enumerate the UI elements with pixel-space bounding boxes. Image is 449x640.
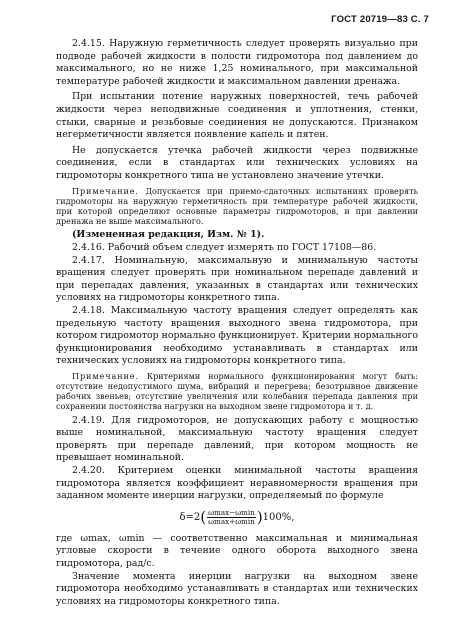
paragraph-sweating: При испытании потение наружных поверхностей, течь рабочей жидкости через неподвижные соединения и уплотнения, стенки, стыки, сварные и резьбовые соединения не допускаются. Признаком негерметичности является появление капель и пятен. <box>56 91 418 141</box>
amendment-note: (Измененная редакция, Изм. № 1). <box>72 229 265 241</box>
paragraph-2-4-20: 2.4.20. Критерием оценки минимальной частоты вращения гидромотора является коэффициент неравномерности вращения при заданном моменте инерции нагрузки, определяемый по формуле <box>56 465 418 502</box>
formula-delta <box>56 503 418 533</box>
note-1-lead: Примечание. <box>72 185 139 196</box>
formula-suffix: 100%, <box>262 511 295 523</box>
formula-close-paren: ) <box>256 508 263 527</box>
paragraph-2-4-18: 2.4.18. Максимальную частоту вращения следует определять как предельную частоту вращения выходного звена гидромотора, при котором гидромотор нормально функционирует. Критерии нормального функционирования необходимо устанавливать в стандартах или технических условиях на гидромоторы конкретного типа. <box>56 304 418 367</box>
paragraph-inertia: Значение момента инерции нагрузки на выходном звене гидромотора необходимо устанавливать в стандартах или технических условиях на гидромоторы конкретного типа. <box>56 570 418 607</box>
formula-denominator: ωmax+ωmin <box>208 517 255 527</box>
paragraph-where: где ωmax, ωmin — соответственно максимальная и минимальная угловые скорости в течение одного оборота выходного звена гидромотора, рад/с. <box>56 532 418 570</box>
page-header: ГОСТ 20719—83 С. 7 <box>331 14 429 25</box>
note-2-lead: Примечание. <box>72 370 139 381</box>
formula-open-paren: ( <box>200 508 207 527</box>
paragraph-2-4-17: 2.4.17. Номинальную, максимальную и минимальную частоты вращения следует проверять при номинальном перепаде давлений и при перепадах давления, указанных в стандартах или технических условиях на гидромоторы конкретного типа. <box>56 254 418 304</box>
paragraph-2-4-19: 2.4.19. Для гидромоторов, не допускающих работу с мощностью выше номинальной, максимальную частоту вращения следует проверять при перепаде давлений, при котором мощность не превышает номинальной. <box>56 414 418 464</box>
note-2-text: Критериями нормального функционирования могут быть: отсутствие недопустимого шума, вибраций и перегрева; безотрывное движение рабочих звеньев; отсутствие увеличения или колебания перепада давления при сохранении постоянства нагрузки на выходном звене гидромотора и т. д. <box>56 370 418 412</box>
paragraph-2-4-16: 2.4.16. Рабочий объем следует измерять по ГОСТ 17108—86. <box>72 241 377 253</box>
formula-lhs: δ=2 <box>179 511 201 523</box>
paragraph-2-4-15: 2.4.15. Наружную герметичность следует проверять визуально при подводе рабочей жидкости в полости гидромотора под давлением до максимального, но не ниже 1,25 номинального, при максимальной температуре рабочей жидкости и максимальном давлении дренажа. <box>56 38 418 87</box>
formula-fraction <box>207 509 256 526</box>
paragraph-leakage: Не допускается утечка рабочей жидкости через подвижные соединения, если в стандартах или технических условиях на гидромоторы конкретного типа не установлено значение утечки. <box>56 144 418 181</box>
formula-numerator: ωmax−ωmin <box>208 508 255 518</box>
note-1 <box>56 186 418 227</box>
document-body <box>56 38 418 608</box>
note-2 <box>56 371 418 412</box>
note-1-text: Допускается при приемо-сдаточных испытаниях проверять гидромоторы на наружную герметичность при температуре рабочей жидкости, при которой определяют основные параметры гидромоторов, и при давлении дренажа не выше максимального. <box>56 185 418 227</box>
